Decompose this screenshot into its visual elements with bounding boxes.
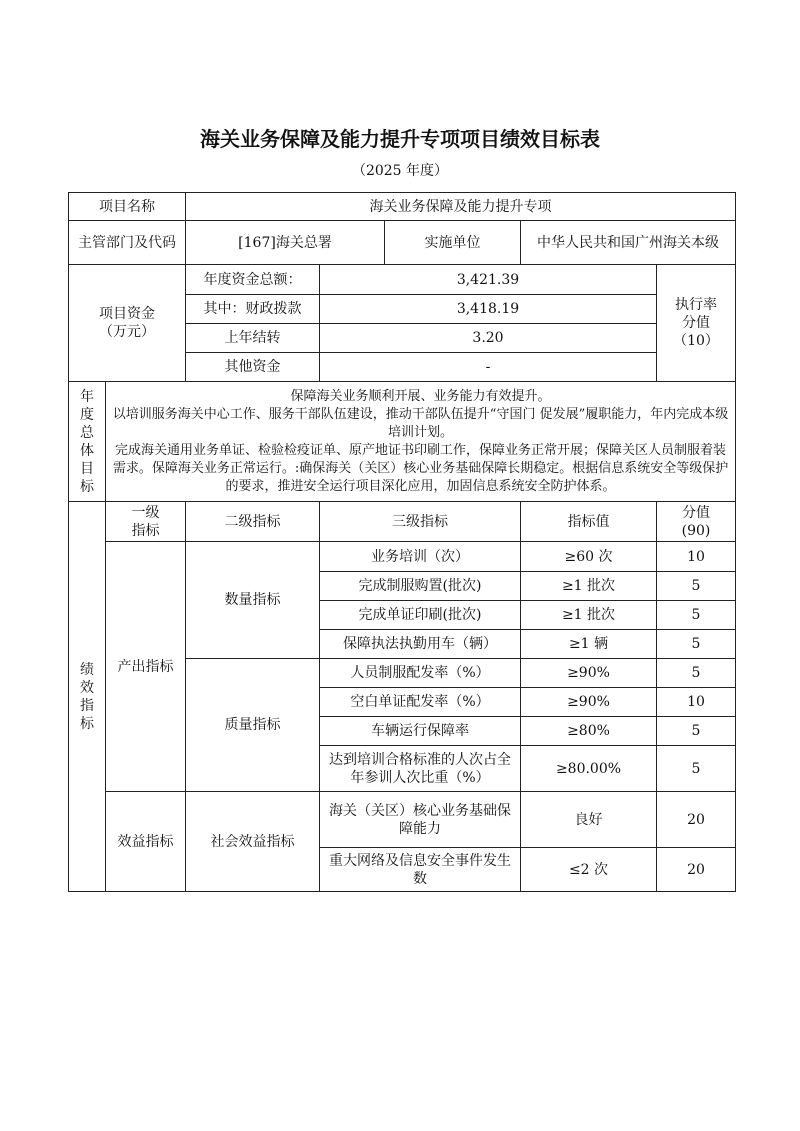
- goal-line: 以培训服务海关中心工作、服务干部队伍建设，推动干部队伍提升“守国门 促发展”履职能力，年内完成本级培训计划。: [112, 406, 729, 440]
- goal-line: 保障海关业务顺利开展、业务能力有效提升。: [290, 388, 551, 404]
- header-level1-line2: 指标: [131, 522, 160, 539]
- indicator-score: 5: [657, 630, 736, 659]
- indicators-label-char: 标: [80, 715, 94, 732]
- indicator-name: 保障执法执勤用车（辆）: [320, 630, 521, 659]
- goal-label-char: 标: [80, 478, 94, 495]
- funds-label-line2: （万元）: [99, 324, 155, 340]
- indicator-score: 5: [657, 659, 736, 688]
- performance-table: [68, 192, 736, 892]
- indicator-score: 20: [657, 792, 736, 848]
- indicator-score: 5: [657, 572, 736, 601]
- goal-label: [69, 382, 106, 502]
- indicator-value: ≤2 次: [521, 848, 657, 892]
- indicators-label-char: 效: [80, 679, 94, 696]
- indicator-name: 重大网络及信息安全事件发生数: [320, 848, 521, 892]
- dept-value: [167]海关总署: [186, 221, 385, 265]
- header-value: 指标值: [521, 502, 657, 542]
- indicator-score: 5: [657, 717, 736, 746]
- funds-total-value: 3,421.39: [320, 265, 657, 295]
- goal-content: [106, 382, 736, 502]
- goal-label-char: 总: [80, 424, 94, 441]
- indicator-name: 海关（关区）核心业务基础保障能力: [320, 792, 521, 848]
- funds-other-label: 其他资金: [186, 353, 320, 382]
- goal-line: 完成海关通用业务单证、检验检疫证单、原产地证书印刷工作，保障业务正常开展；保障关区人员制服着装需求。保障海关业务正常运行。:确保海关（关区）核心业务基础保障长期稳定。根据信息系统安全等级保护的要求，推进安全运行项目深化应用，加固信息系统安全防护体系。: [112, 442, 729, 494]
- quality-indicator-label: 质量指标: [186, 659, 320, 792]
- indicator-name: 空白单证配发率（%）: [320, 688, 521, 717]
- indicator-value: ≥90%: [521, 659, 657, 688]
- header-score-line1: 分值: [682, 504, 711, 521]
- indicator-score: 20: [657, 848, 736, 892]
- exec-line2: 分值: [682, 315, 711, 331]
- indicator-score: 5: [657, 601, 736, 630]
- goal-label-char: 体: [80, 442, 94, 459]
- quantity-indicator-label: 数量指标: [186, 542, 320, 659]
- funds-total-label: 年度资金总额：: [186, 265, 320, 295]
- header-level1-line1: 一级: [131, 504, 160, 521]
- page-title: 海关业务保障及能力提升专项项目绩效目标表: [200, 127, 600, 151]
- indicator-value: ≥80%: [521, 717, 657, 746]
- header-level2: 二级指标: [186, 502, 320, 542]
- indicator-value: ≥1 批次: [521, 601, 657, 630]
- funds-other-value: -: [320, 353, 657, 382]
- indicator-value: ≥90%: [521, 688, 657, 717]
- header-level1: [106, 502, 186, 542]
- header-score: [657, 502, 736, 542]
- indicator-score: 5: [657, 746, 736, 792]
- unit-label: 实施单位: [385, 221, 521, 265]
- social-benefit-label: 社会效益指标: [186, 792, 320, 892]
- indicators-label-char: 绩: [80, 661, 94, 678]
- header-level3: 三级指标: [320, 502, 521, 542]
- exec-line3: （10）: [673, 333, 719, 349]
- unit-value: 中华人民共和国广州海关本级: [521, 221, 736, 265]
- funds-fiscal-value: 3,418.19: [320, 295, 657, 324]
- dept-label: 主管部门及代码: [69, 221, 186, 265]
- project-name-label: 项目名称: [69, 193, 186, 221]
- indicator-name: 车辆运行保障率: [320, 717, 521, 746]
- exec-rate-label: [657, 265, 736, 382]
- indicators-label-char: 指: [80, 697, 94, 714]
- funds-fiscal-label: 其中：财政拨款: [186, 295, 320, 324]
- indicator-name: 人员制服配发率（%）: [320, 659, 521, 688]
- goal-label-char: 度: [80, 406, 94, 423]
- indicator-name: 达到培训合格标准的人次占全年参训人次比重（%）: [320, 746, 521, 792]
- project-name-value: 海关业务保障及能力提升专项: [186, 193, 736, 221]
- goal-label-char: 目: [80, 460, 94, 477]
- indicator-name: 业务培训（次）: [320, 542, 521, 572]
- output-indicator-label: 产出指标: [106, 542, 186, 792]
- funds-label: [69, 265, 186, 382]
- indicator-name: 完成制服购置(批次): [320, 572, 521, 601]
- indicator-value: 良好: [521, 792, 657, 848]
- indicator-score: 10: [657, 688, 736, 717]
- benefit-indicator-label: 效益指标: [106, 792, 186, 892]
- indicator-value: ≥60 次: [521, 542, 657, 572]
- funds-label-line1: 项目资金: [99, 306, 155, 322]
- funds-carry-value: 3.20: [320, 324, 657, 353]
- header-score-line2: (90): [681, 522, 711, 539]
- funds-carry-label: 上年结转: [186, 324, 320, 353]
- indicator-name: 完成单证印刷(批次): [320, 601, 521, 630]
- indicator-value: ≥80.00%: [521, 746, 657, 792]
- indicator-score: 10: [657, 542, 736, 572]
- indicators-label: [69, 502, 106, 892]
- goal-label-char: 年: [80, 388, 94, 405]
- indicator-value: ≥1 批次: [521, 572, 657, 601]
- exec-line1: 执行率: [675, 297, 718, 313]
- indicator-value: ≥1 辆: [521, 630, 657, 659]
- year-subtitle: （2025 年度）: [351, 163, 449, 179]
